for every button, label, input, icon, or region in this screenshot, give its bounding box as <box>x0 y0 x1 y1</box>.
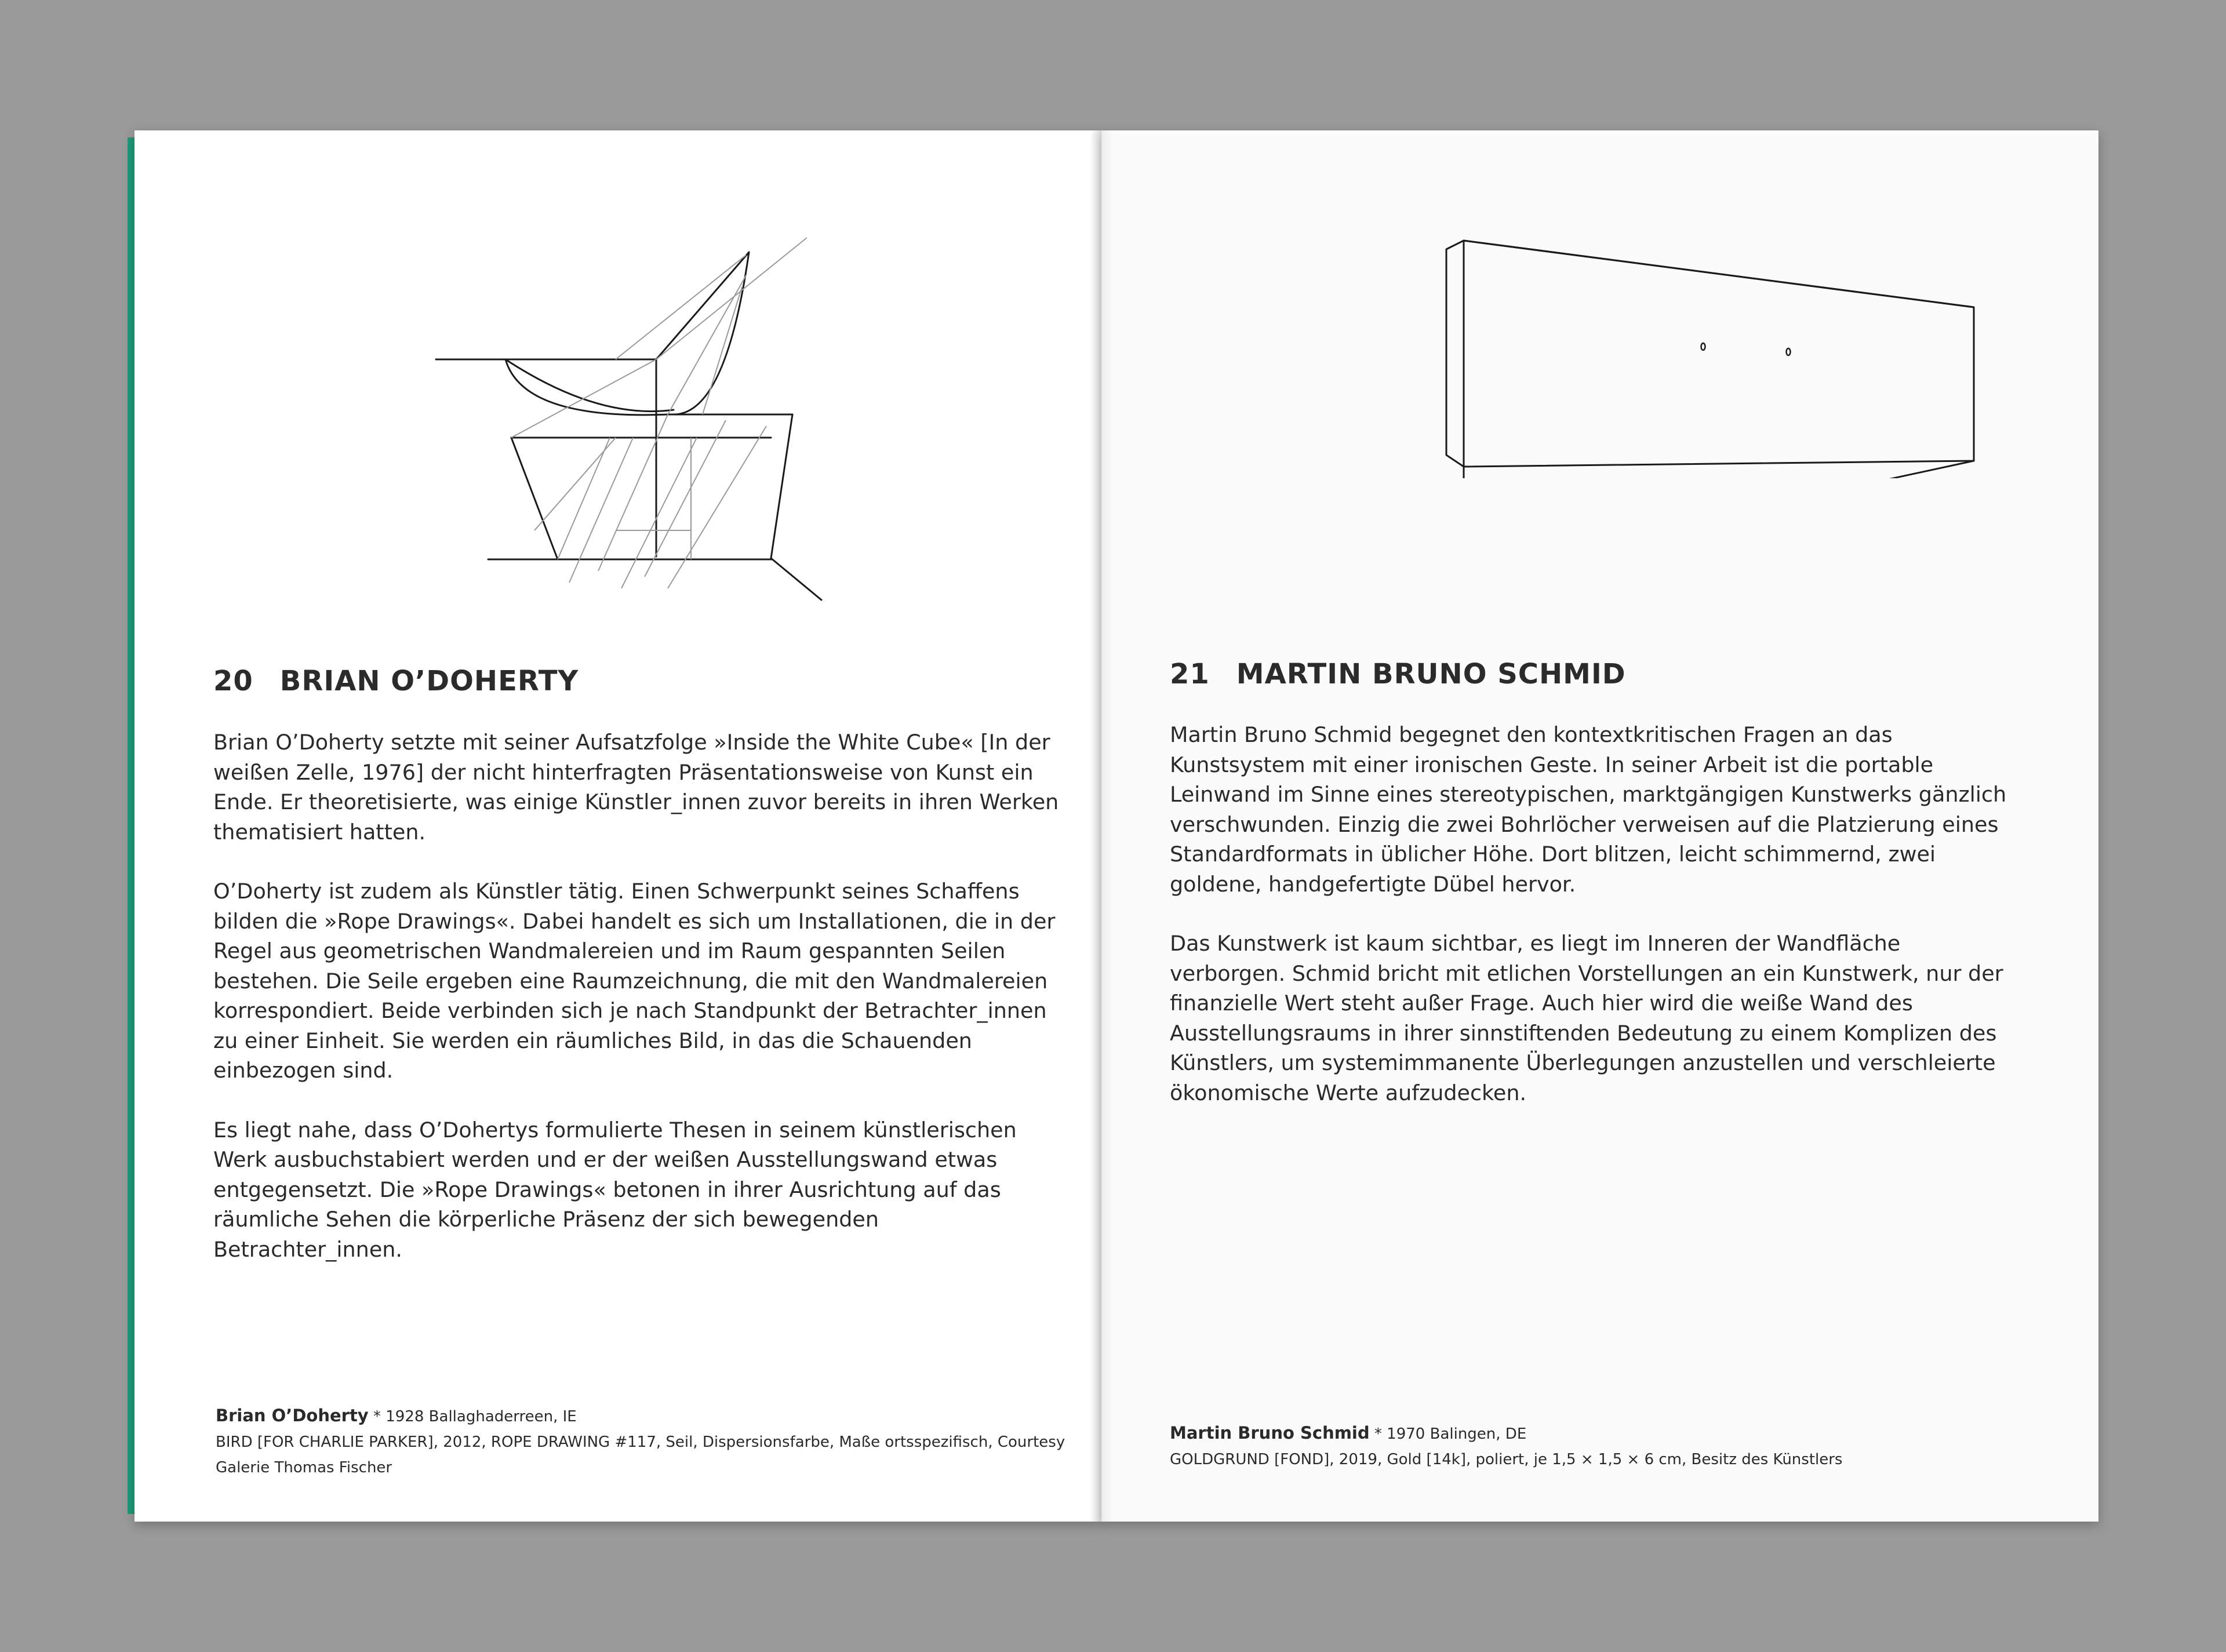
paragraph: Martin Bruno Schmid begegnet den kontextkritischen Fragen an das Kunstsystem mit einer ironischen Geste. In seiner Arbeit ist die portable Leinwand im Sinne eines stereotypischen, marktgängigen Kunstwerks gänzlich verschwunden. Einzig die zwei Bohrlöcher verweisen auf die Platzierung eines Standardformats in üblicher Höhe. Dort blitzen, leicht schimmernd, zwei goldene, handgefertigte Dübel hervor. <box>1170 722 2007 897</box>
credit-work: BIRD [FOR CHARLIE PARKER], 2012, ROPE DRAWING #117, Seil, Dispersionsfarbe, Maße ortsspezifisch, Courtesy Galerie Thomas Fischer <box>216 1433 1065 1476</box>
credit-work: GOLDGRUND [FOND], 2019, Gold [14k], poliert, je 1,5 × 1,5 × 6 cm, Besitz des Künstlers <box>1170 1451 1843 1468</box>
artist-name: BRIAN O’DOHERTY <box>279 665 579 697</box>
wall-panel-illustration <box>1443 235 2000 478</box>
paragraph: Das Kunstwerk ist kaum sichtbar, es liegt im Inneren der Wandfläche verborgen. Schmid bricht mit etlichen Vorstellungen an ein Kunstwerk, nur der finanzielle Wert steht außer Frage. Auch hier wird die weiße Wand des Ausstellungsraums in ihrer sinnstiftenden Bedeutung zu einem Komplizen des Künstlers, um systemimmanente Überlegungen anzustellen und verschleierte ökonomische Werte aufzudecken. <box>1170 931 2003 1105</box>
paragraph: O’Doherty ist zudem als Künstler tätig. Einen Schwerpunkt seines Schaffens bilden die »Rope Drawings«. Dabei handelt es sich um Installationen, die in der Regel aus geometrischen Wandmalereien und im Raum gespannten Seilen bestehen. Die Seile ergeben eine Raumzeichnung, die mit den Wandmalereien korrespondiert. Beide verbinden sich je nach Standpunkt der Betrachter_innen zu einer Einheit. Sie werden ein räumliches Bild, in das die Schauenden einbezogen sind. <box>213 879 1056 1083</box>
entry-number: 20 <box>213 665 253 697</box>
credit-artist-name: Martin Bruno Schmid <box>1170 1423 1370 1443</box>
artist-heading-left <box>213 665 579 697</box>
entry-number: 21 <box>1170 658 1210 690</box>
artist-name: MARTIN BRUNO SCHMID <box>1236 658 1626 690</box>
page-gutter <box>1090 130 1113 1522</box>
credit-right <box>1170 1420 2039 1472</box>
body-text-right <box>1170 720 2022 1137</box>
paragraph: Brian O’Doherty setzte mit seiner Aufsatzfolge »Inside the White Cube« [In der weißen Zelle, 1976] der nicht hinterfragten Präsentationsweise von Kunst ein Ende. Er theoretisierte, was einige Künstler_innen zuvor bereits in ihren Werken thematisiert hatten. <box>213 730 1059 845</box>
body-text-left <box>213 727 1065 1294</box>
open-booklet <box>128 130 2110 1524</box>
paragraph: Es liegt nahe, dass O’Dohertys formulierte Thesen in seinem künstlerischen Werk ausbuchstabiert werden und er der weißen Ausstellungswand etwas entgegensetzt. Die »Rope Drawings« betonen in ihrer Ausrichtung auf das räumliche Sehen die körperliche Präsenz der sich bewegenden Betrachter_innen. <box>213 1117 1017 1262</box>
credit-birth: * 1928 Ballaghaderreen, IE <box>373 1408 577 1425</box>
credit-left <box>216 1403 1068 1480</box>
credit-birth: * 1970 Balingen, DE <box>1374 1425 1527 1443</box>
left-page <box>134 130 1101 1522</box>
rope-drawing-illustration <box>424 229 900 623</box>
credit-artist-name: Brian O’Doherty <box>216 1406 369 1425</box>
right-page <box>1101 130 2098 1522</box>
artist-heading-right <box>1170 658 1626 690</box>
